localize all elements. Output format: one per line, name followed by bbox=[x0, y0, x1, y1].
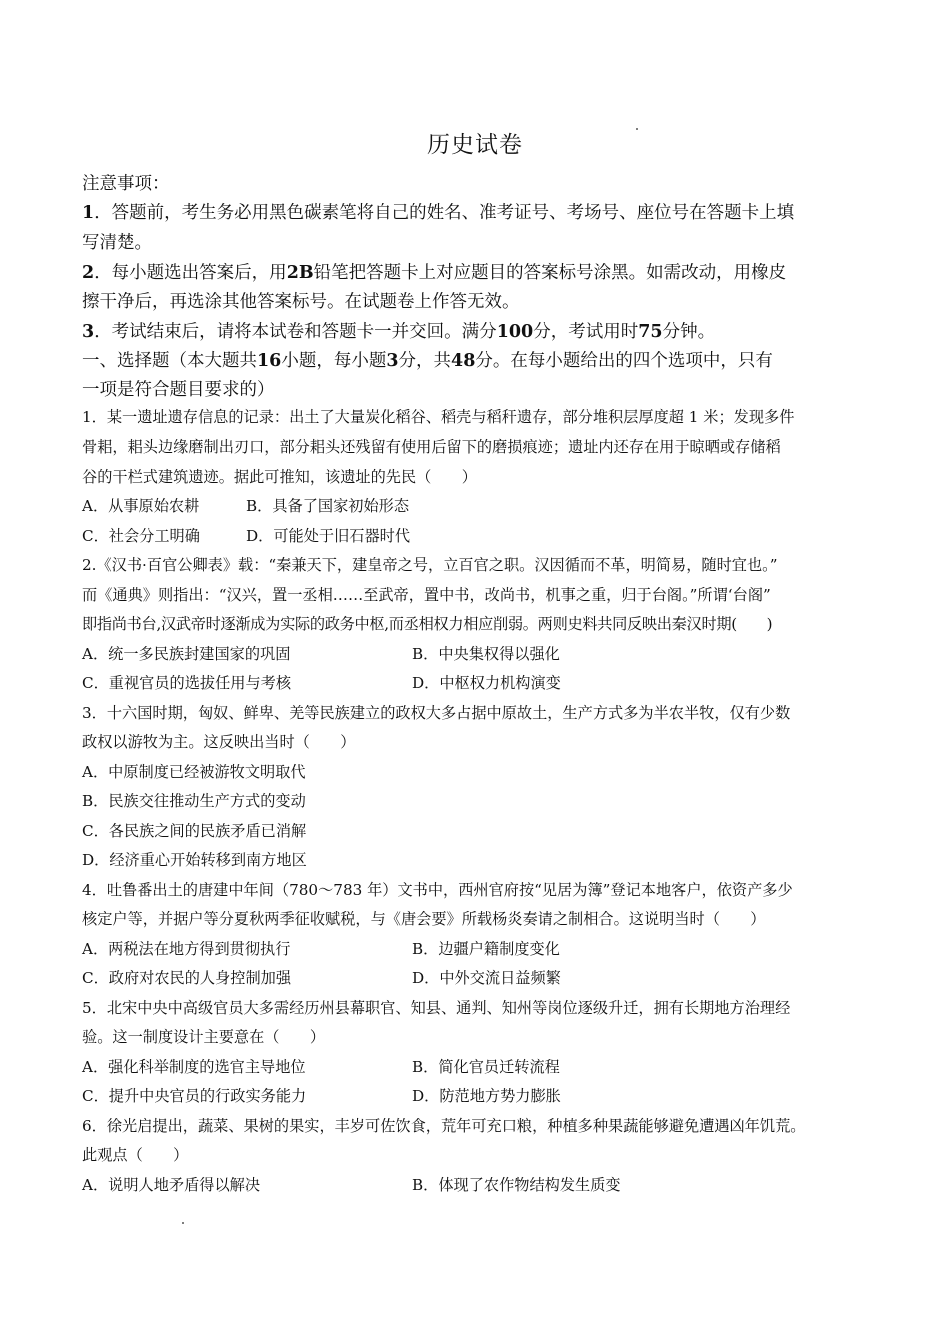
q1-stem-2: 骨耜，耜头边缘磨制出刃口，部分耜头还残留有使用后留下的磨损痕迹；遗址内还存在用于晾晒或存储稻 bbox=[82, 438, 781, 456]
q6-option-b: B．体现了农作物结构发生质变 bbox=[412, 1176, 621, 1194]
q3-option-b: B．民族交往推动生产方式的变动 bbox=[82, 792, 306, 810]
q5-stem-1: 5．北宋中央中高级官员大多需经历州县幕职官、知县、通判、知州等岗位逐级升迁，拥有长期地方治理经 bbox=[82, 999, 791, 1017]
q3-stem-2: 政权以游牧为主。这反映出当时（ ） bbox=[82, 733, 356, 751]
q1-option-d: D．可能处于旧石器时代 bbox=[246, 527, 411, 545]
notice-item-2: 2．每小题选出答案后，用2B铅笔把答题卡上对应题目的答案标号涂黑。如需改动，用橡皮 bbox=[82, 263, 787, 283]
q2-option-c: C．重视官员的选拔任用与考核 bbox=[82, 674, 292, 692]
q1-option-a: A．从事原始农耕 bbox=[82, 497, 200, 515]
q2-option-b: B．中央集权得以强化 bbox=[412, 645, 560, 663]
speck-bottom bbox=[182, 1222, 184, 1224]
q5-option-b: B．简化官员迁转流程 bbox=[412, 1058, 560, 1076]
q2-stem-1: 2.《汉书·百官公卿表》载：“秦兼天下，建皇帝之号，立百官之职。汉因循而不革，明简易，随时宜也。” bbox=[82, 556, 778, 574]
q4-stem-1: 4．吐鲁番出土的唐建中年间（780～783 年）文书中，西州官府按“见居为簿”登记本地客户，依资产多少 bbox=[82, 881, 793, 899]
q4-stem-2: 核定户等，并据户等分夏秋两季征收赋税，与《唐会要》所载杨炎奏请之制相合。这说明当时（ ） bbox=[82, 910, 766, 928]
q2-stem-3: 即指尚书台,汉武帝时逐渐成为实际的政务中枢,而丞相权力相应削弱。两则史料共同反映出秦汉时期( ) bbox=[82, 615, 773, 633]
notice-item-2-cont: 擦干净后，再选涂其他答案标号。在试题卷上作答无效。 bbox=[82, 292, 520, 312]
q3-stem-1: 3．十六国时期，匈奴、鲜卑、羌等民族建立的政权大多占据中原故土，生产方式多为半农半牧，仅有少数 bbox=[82, 704, 791, 722]
q3-option-d: D．经济重心开始转移到南方地区 bbox=[82, 851, 307, 869]
q6-stem-2: 此观点（ ） bbox=[82, 1146, 189, 1164]
q4-option-b: B．边疆户籍制度变化 bbox=[412, 940, 560, 958]
notice-item-1: 1．答题前，考生务必用黑色碳素笔将自己的姓名、准考证号、考场号、座位号在答题卡上填 bbox=[82, 203, 795, 223]
q1-option-c: C．社会分工明确 bbox=[82, 527, 200, 545]
section-heading: 一、选择题（本大题共16小题，每小题3分，共48分。在每小题给出的四个选项中，只有 bbox=[82, 351, 773, 371]
q2-stem-2: 而《通典》则指出：“汉兴，置一丞相……至武帝，置中书，改尚书，机事之重，归于台阁。”所谓‘台阁” bbox=[82, 586, 771, 604]
exam-title: 历史试卷 bbox=[427, 132, 523, 158]
q2-option-d: D．中枢权力机构演变 bbox=[412, 674, 561, 692]
q6-stem-1: 6．徐光启提出，蔬菜、果树的果实，丰岁可佐饮食，荒年可充口粮，种植多种果蔬能够避免遭遇凶年饥荒。 bbox=[82, 1117, 806, 1135]
q3-option-c: C．各民族之间的民族矛盾已消解 bbox=[82, 822, 307, 840]
notice-item-1-cont: 写清楚。 bbox=[82, 233, 152, 253]
q4-option-d: D．中外交流日益频繁 bbox=[412, 969, 561, 987]
q2-option-a: A．统一多民族封建国家的巩固 bbox=[82, 645, 291, 663]
q1-stem-1: 1．某一遗址遗存信息的记录：出土了大量炭化稻谷、稻壳与稻秆遗存，部分堆积层厚度超 1 米；发现多件 bbox=[82, 408, 795, 426]
q1-option-b: B．具备了国家初始形态 bbox=[246, 497, 410, 515]
notice-item-3: 3．考试结束后，请将本试卷和答题卡一并交回。满分100分，考试用时75分钟。 bbox=[82, 322, 716, 342]
q5-option-d: D．防范地方势力膨胀 bbox=[412, 1087, 561, 1105]
q4-option-c: C．政府对农民的人身控制加强 bbox=[82, 969, 292, 987]
q3-option-a: A．中原制度已经被游牧文明取代 bbox=[82, 763, 306, 781]
section-heading-cont: 一项是符合题目要求的） bbox=[82, 380, 275, 400]
q6-option-a: A．说明人地矛盾得以解决 bbox=[82, 1176, 261, 1194]
q4-option-a: A．两税法在地方得到贯彻执行 bbox=[82, 940, 291, 958]
notice-heading: 注意事项： bbox=[82, 174, 170, 194]
q5-stem-2: 验。这一制度设计主要意在（ ） bbox=[82, 1028, 325, 1046]
q5-option-a: A．强化科举制度的选官主导地位 bbox=[82, 1058, 306, 1076]
q1-stem-3: 谷的干栏式建筑遗迹。据此可推知，该遗址的先民（ ） bbox=[82, 468, 477, 486]
q5-option-c: C．提升中央官员的行政实务能力 bbox=[82, 1087, 307, 1105]
